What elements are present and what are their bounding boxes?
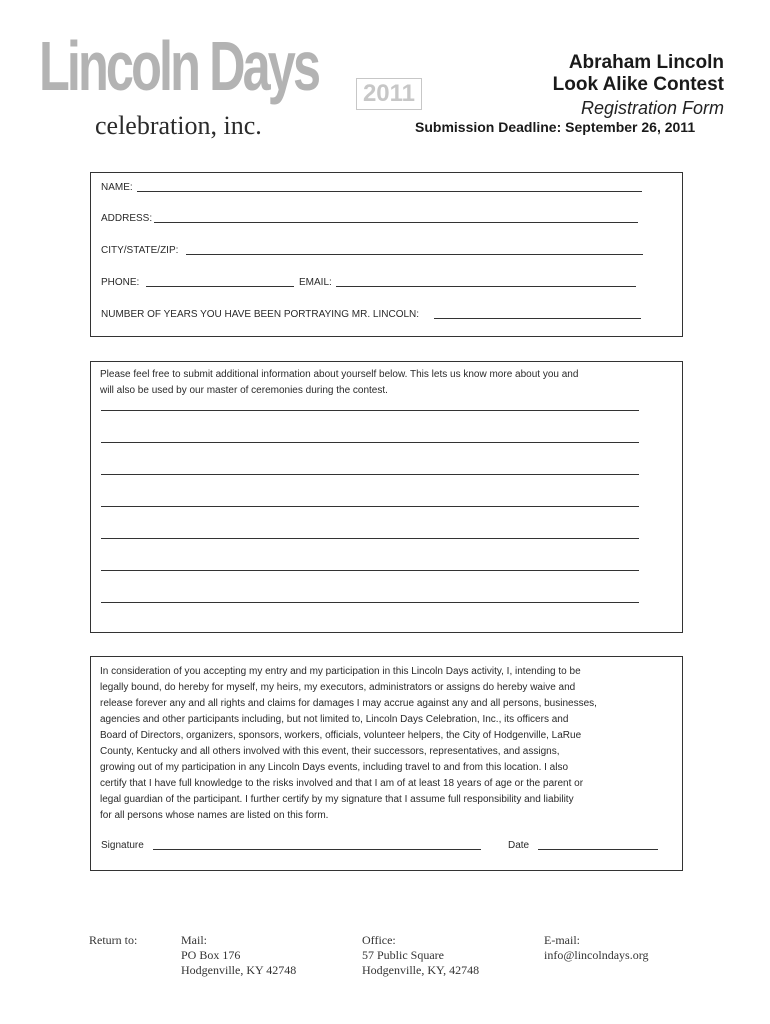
logo-lincoln-days: Lincoln Days: [39, 27, 319, 105]
title-line-1: Abraham Lincoln: [568, 52, 724, 73]
additional-info-line[interactable]: [101, 442, 639, 443]
additional-info-prompt-line: will also be used by our master of ceremonies during the contest.: [100, 385, 388, 396]
waiver-line: legally bound, do hereby for myself, my heirs, my executors, administrators or assigns do hereby waive and: [100, 682, 576, 693]
email-field[interactable]: [336, 286, 636, 287]
waiver-line: In consideration of you accepting my entry and my participation in this Lincoln Days activity, I, intending to be: [100, 666, 581, 677]
form-title: [553, 52, 724, 96]
additional-info-prompt: [100, 367, 670, 399]
city-state-zip-label: CITY/STATE/ZIP:: [101, 245, 179, 256]
submission-deadline: Submission Deadline: September 26, 2011: [415, 119, 696, 135]
return-to-label: Return to:: [89, 933, 138, 947]
email-address-link[interactable]: info@lincolndays.org: [544, 948, 649, 962]
waiver-line: agencies and other participants including, but not limited to, Lincoln Days Celebration, Inc., its officers and: [100, 714, 569, 725]
signature-field[interactable]: [153, 849, 481, 850]
date-field[interactable]: [538, 849, 658, 850]
mail-label: Mail:: [181, 933, 207, 947]
title-line-2: Look Alike Contest: [552, 74, 724, 95]
address-label: ADDRESS:: [101, 213, 153, 224]
waiver-line: County, Kentucky and all others involved with this event, their successors, representatives, and assigns,: [100, 746, 560, 757]
logo-subtitle: celebration, inc.: [95, 111, 262, 140]
office-label: Office:: [362, 933, 396, 947]
additional-info-line[interactable]: [101, 538, 639, 539]
waiver-line: release forever any and all rights and claims for damages I may accrue against any and all persons, businesses,: [100, 698, 597, 709]
waiver-line: certify that I have full knowledge to the risks involved and that I am of at least 18 years of age or the parent or: [100, 778, 584, 789]
waiver-line: legal guardian of the participant. I further certify by my signature that I assume full responsibility and liability: [100, 794, 574, 805]
additional-info-line[interactable]: [101, 602, 639, 603]
years-portraying-field[interactable]: [434, 318, 641, 319]
mail-line: PO Box 176: [181, 948, 241, 962]
email-contact: [544, 933, 648, 963]
mail-address: [181, 933, 296, 978]
waiver-line: growing out of my participation in any Lincoln Days events, including travel to and from this location. I also: [100, 762, 569, 773]
additional-info-line[interactable]: [101, 474, 639, 475]
additional-info-box: [90, 361, 683, 633]
additional-info-line[interactable]: [101, 410, 639, 411]
email-contact-label: E-mail:: [544, 933, 580, 947]
phone-field[interactable]: [146, 286, 294, 287]
phone-label: PHONE:: [101, 277, 140, 288]
office-line: Hodgenville, KY, 42748: [362, 963, 480, 977]
address-field[interactable]: [154, 222, 638, 223]
additional-info-line[interactable]: [101, 506, 639, 507]
office-line: 57 Public Square: [362, 948, 444, 962]
additional-info-line[interactable]: [101, 570, 639, 571]
name-field[interactable]: [137, 191, 642, 192]
email-label: EMAIL:: [299, 277, 332, 288]
city-state-zip-field[interactable]: [186, 254, 643, 255]
waiver-text: [100, 664, 675, 824]
name-label: NAME:: [101, 182, 133, 193]
signature-label: Signature: [101, 840, 144, 851]
office-address: [362, 933, 479, 978]
waiver-line: Board of Directors, organizers, sponsors, workers, officials, volunteer helpers, the City of Hodgenville, LaRue: [100, 730, 582, 741]
year-badge: 2011: [356, 78, 422, 110]
years-portraying-label: NUMBER OF YEARS YOU HAVE BEEN PORTRAYING MR. LINCOLN:: [101, 309, 420, 320]
date-label: Date: [508, 840, 530, 851]
waiver-line: for all persons whose names are listed on this form.: [100, 810, 329, 821]
form-subtitle: Registration Form: [580, 98, 724, 118]
mail-line: Hodgenville, KY 42748: [181, 963, 297, 977]
additional-info-prompt-line: Please feel free to submit additional information about yourself below. This lets us know more about you and: [100, 369, 579, 380]
